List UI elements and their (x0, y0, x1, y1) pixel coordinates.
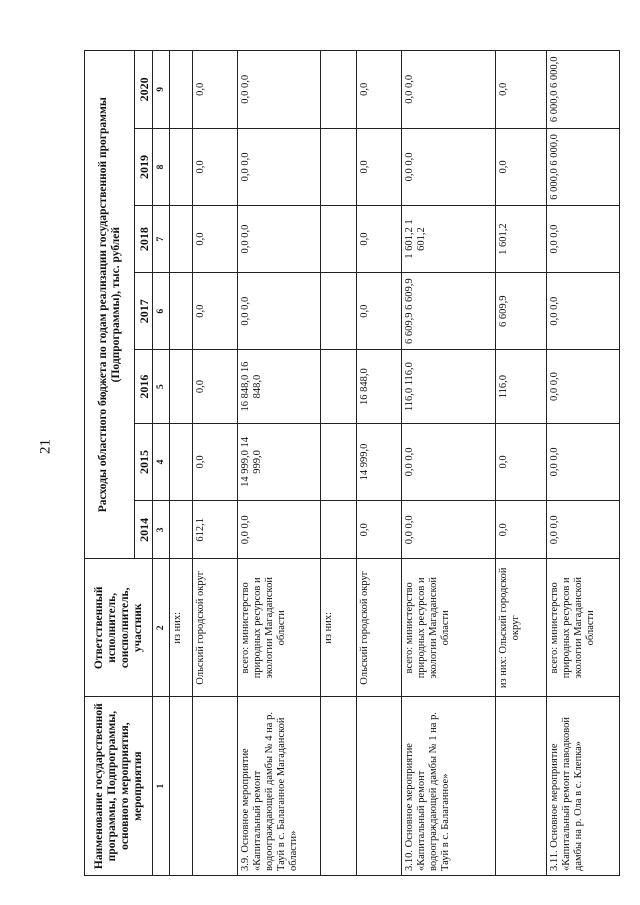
column-number: 1 (153, 697, 170, 876)
value-cell: 0,0 (192, 423, 238, 501)
value-cell: 0,0 (495, 501, 547, 559)
table-row (238, 51, 321, 876)
program-name-cell (356, 697, 402, 876)
value-cell: 16 848,0 16 848,0 (238, 350, 321, 423)
table-row (356, 51, 402, 876)
value-cell: 14 999,0 14 999,0 (238, 423, 321, 501)
value-cell (321, 350, 356, 423)
column-number: 9 (153, 51, 170, 129)
value-cell (170, 350, 193, 423)
value-cell (170, 501, 193, 559)
value-cell: 612,1 (192, 501, 238, 559)
program-name-cell: 3.10. Основное мероприятие «Капитальный ремонт водоограждающей дамбы № 1 на р. Тауй в с. Балаганное» (402, 697, 495, 876)
responsible-cell: Ольский городской округ (192, 559, 238, 697)
year-header: 2015 (135, 423, 153, 501)
value-cell: 0,0 (495, 51, 547, 129)
header-responsible: Ответственный исполнитель, соисполнитель, участник (85, 559, 153, 697)
table-row (402, 51, 495, 876)
year-header: 2014 (135, 501, 153, 559)
value-cell: 0,0 (192, 350, 238, 423)
value-cell (170, 423, 193, 501)
column-number: 2 (153, 559, 170, 697)
value-cell (321, 128, 356, 206)
value-cell: 0,0 (192, 128, 238, 206)
value-cell: 0,0 0,0 (402, 423, 495, 501)
value-cell (321, 423, 356, 501)
value-cell: 116,0 (495, 350, 547, 423)
value-cell (321, 206, 356, 273)
value-cell: 6 609,9 6 609,9 (402, 272, 495, 350)
value-cell (321, 501, 356, 559)
value-cell (170, 128, 193, 206)
value-cell: 0,0 0,0 (547, 501, 620, 559)
value-cell: 0,0 0,0 (547, 423, 620, 501)
year-header: 2019 (135, 128, 153, 206)
value-cell: 0,0 0,0 (547, 350, 620, 423)
table-row (192, 51, 238, 876)
program-name-cell (192, 697, 238, 876)
program-name-cell (170, 697, 193, 876)
value-cell: 6 609,9 (495, 272, 547, 350)
value-cell: 0,0 0,0 (547, 206, 620, 273)
value-cell (170, 206, 193, 273)
responsible-cell: из них: (170, 559, 193, 697)
year-header: 2020 (135, 51, 153, 129)
value-cell: 0,0 (356, 272, 402, 350)
program-name-cell: 3.11. Основное мероприятие «Капитальный ремонт паводковой дамбы на р. Ола в с. Клепка» (547, 697, 620, 876)
value-cell: 0,0 0,0 (238, 206, 321, 273)
program-name-cell (321, 697, 356, 876)
value-cell (321, 272, 356, 350)
column-number: 3 (153, 501, 170, 559)
value-cell: 0,0 (356, 501, 402, 559)
value-cell: 0,0 (192, 51, 238, 129)
value-cell: 0,0 0,0 (238, 501, 321, 559)
responsible-cell: всего: министерство природных ресурсов и экологии Магаданской области (238, 559, 321, 697)
value-cell: 0,0 0,0 (402, 501, 495, 559)
responsible-cell: Ольский городской округ (356, 559, 402, 697)
value-cell: 0,0 (495, 128, 547, 206)
value-cell: 0,0 (356, 51, 402, 129)
page-number: 21 (37, 439, 54, 454)
rotated-table-wrapper (84, 50, 620, 876)
value-cell: 0,0 0,0 (402, 128, 495, 206)
value-cell: 0,0 0,0 (402, 51, 495, 129)
year-header: 2018 (135, 206, 153, 273)
table-row (547, 51, 620, 876)
responsible-cell: из них: Ольский городской округ (495, 559, 547, 697)
column-number: 7 (153, 206, 170, 273)
budget-table (84, 50, 620, 876)
program-name-cell: 3.9. Основное мероприятие «Капитальный ремонт водоограждающей дамбы № 4 на р. Тауй в с. Балаганное Магаданской области» (238, 697, 321, 876)
value-cell: 0,0 (356, 206, 402, 273)
value-cell: 0,0 (356, 128, 402, 206)
value-cell: 0,0 (192, 272, 238, 350)
value-cell: 6 000,0 6 000,0 (547, 51, 620, 129)
program-name-cell (495, 697, 547, 876)
header-expenses: Расходы областного бюджета по годам реализации государственной программы (Подпрограммы), тыс. рублей (85, 51, 135, 559)
value-cell: 0,0 (192, 206, 238, 273)
value-cell: 1 601,2 (495, 206, 547, 273)
value-cell: 0,0 0,0 (238, 272, 321, 350)
table-row (170, 51, 193, 876)
value-cell: 0,0 0,0 (238, 51, 321, 129)
responsible-cell: из них: (321, 559, 356, 697)
value-cell: 0,0 (495, 423, 547, 501)
column-number: 6 (153, 272, 170, 350)
responsible-cell: всего: министерство природных ресурсов и экологии Магаданской области (402, 559, 495, 697)
value-cell: 0,0 0,0 (238, 128, 321, 206)
value-cell (321, 51, 356, 129)
value-cell: 1 601,2 1 601,2 (402, 206, 495, 273)
column-number: 8 (153, 128, 170, 206)
year-header: 2016 (135, 350, 153, 423)
value-cell: 6 000,0 6 000,0 (547, 128, 620, 206)
table-row (495, 51, 547, 876)
responsible-cell: всего: министерство природных ресурсов и экологии Магаданской области (547, 559, 620, 697)
value-cell (170, 272, 193, 350)
header-name: Наименование государственной программы, Подпрограммы, основного мероприятия, мероприятия (85, 697, 153, 876)
table-row (321, 51, 356, 876)
value-cell: 0,0 0,0 (547, 272, 620, 350)
value-cell: 14 999,0 (356, 423, 402, 501)
value-cell: 16 848,0 (356, 350, 402, 423)
column-number: 5 (153, 350, 170, 423)
year-header: 2017 (135, 272, 153, 350)
value-cell: 116,0 116,0 (402, 350, 495, 423)
column-number: 4 (153, 423, 170, 501)
value-cell (170, 51, 193, 129)
